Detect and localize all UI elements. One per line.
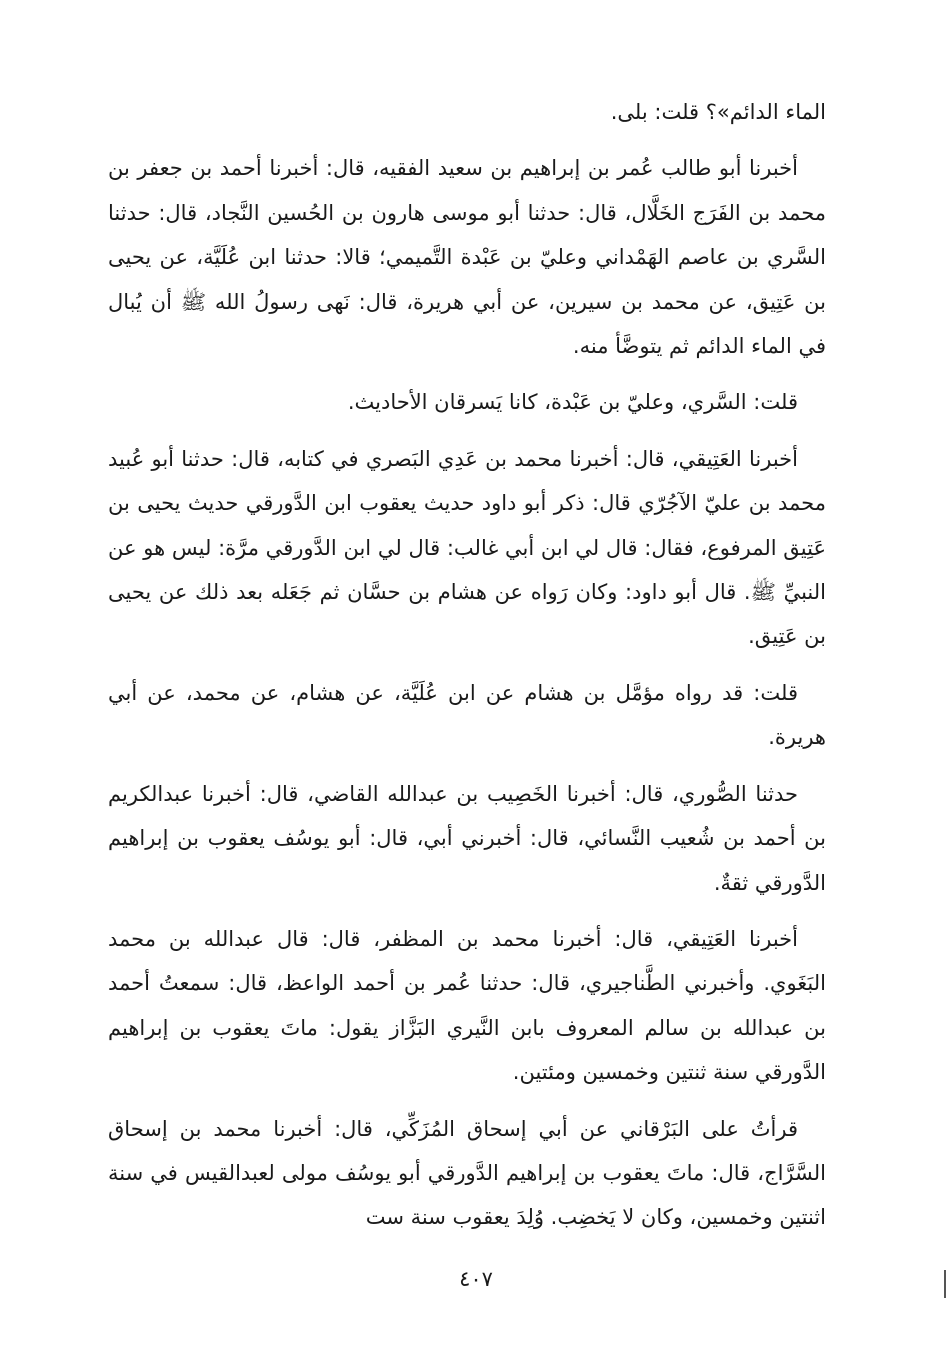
scan-edge-mark [944,1270,946,1298]
paragraph: حدثنا الصُّوري، قال: أخبرنا الخَصِيب بن عبدالله القاضي، قال: أخبرنا عبدالكريم بن أحمد بن شُعيب النَّسائي، قال: أخبرني أبي، قال: أبو يوسُف يعقوب بن إبراهيم الدَّورقي ثقةٌ. [108,781,826,895]
paragraph: أخبرنا أبو طالب عُمر بن إبراهيم بن سعيد الفقيه، قال: أخبرنا أحمد بن جعفر بن محمد بن الفَرَج الخَلَّال، قال: حدثنا أبو موسى هارون بن الحُسين النَّجاد، قال: حدثنا السَّري بن عاصم الهَمْداني وعليّ بن عَبْدة التَّميمي؛ قالا: حدثنا ابن عُلَيَّة، عن يحيى بن عَتِيق، عن محمد بن سيرين، عن أبي هريرة، قال: نَهى رسولُ الله ﷺ أن يُبال في الماء الدائم ثم يتوضَّأ منه. [108,156,826,359]
paragraph: قرأتُ على البَرْقاني عن أبي إسحاق المُزَكِّي، قال: أخبرنا محمد بن إسحاق السَّرَّاج، قال: ماتَ يعقوب بن إبراهيم الدَّورقي أبو يوسُف مولى لعبدالقيس في سنة اثنتين وخمسين، وكان لا يَخضِب. وُلِدَ يعقوب سنة ست [108,1116,826,1230]
paragraph: أخبرنا العَتِيقي، قال: أخبرنا محمد بن المظفر، قال: قال عبدالله بن محمد البَغَوي. وأخبرني الطَّناجيري، قال: حدثنا عُمر بن أحمد الواعظ، قال: سمعتُ أحمد بن عبدالله بن سالم المعروف بابن النَّيري البَزَّاز يقول: ماتَ يعقوب بن إبراهيم الدَّورقي سنة ثنتين وخمسين ومئتين. [108,926,826,1085]
main-text [108,90,826,1252]
paragraph: قلت: السَّري، وعليّ بن عَبْدة، كانا يَسرقان الأحاديث. [347,390,798,415]
paragraph: الماء الدائم»؟ قلت: بلى. [610,100,826,124]
paragraph: قلت: قد رواه مؤمَّل بن هشام عن ابن عُلَيَّة، عن هشام، عن محمد، عن أبي هريرة. [108,680,826,750]
page-number: ٤٠٧ [459,1267,493,1291]
paragraph: أخبرنا العَتِيقي، قال: أخبرنا محمد بن عَدِي البَصري في كتابه، قال: حدثنا أبو عُبيد محمد بن عليّ الآجُرّي قال: ذكر أبو داود حديث يعقوب ابن الدَّورقي حديث يحيى بن عَتِيق المرفوع، فقال: قال لي ابن أبي غالب: قال لي ابن الدَّورقي مرَّة: ليس هو عن النبيِّ ﷺ. قال أبو داود: وكان رَواه عن هشام بن حسَّان ثم جَعَله بعد ذلك عن يحيى بن عَتِيق. [108,446,826,649]
